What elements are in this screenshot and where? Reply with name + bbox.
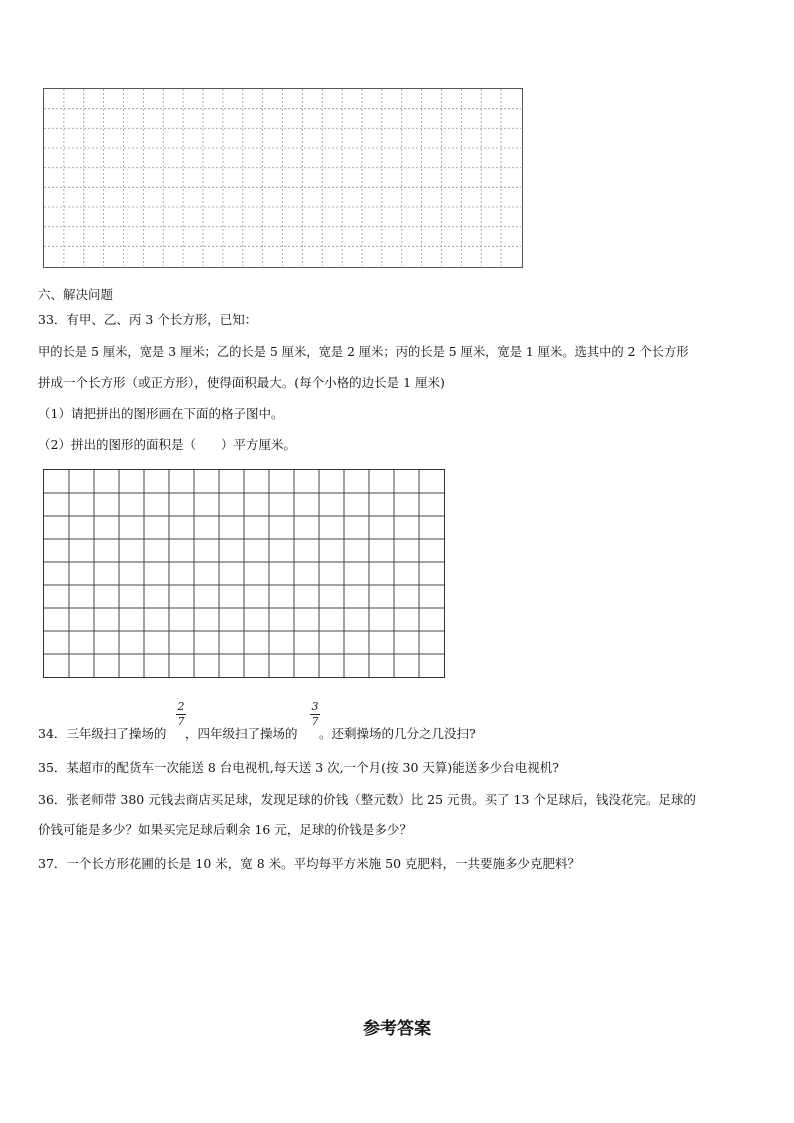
q33-line1: 33．有甲、乙、丙 3 个长方形，已知： <box>38 312 258 327</box>
q37-text: 37．一个长方形花圃的长是 10 米，宽 8 米。平均每平方米施 50 克肥料，一共要施多少克肥料？ <box>38 856 581 871</box>
dotted-grid-lines <box>44 89 521 266</box>
q36-line2: 价钱可能是多少？如果买完足球后剩余 16 元，足球的价钱是多少？ <box>38 822 412 837</box>
q33-line2: 甲的长是 5 厘米，宽是 3 厘米；乙的长是 5 厘米，宽是 2 厘米；丙的长是 5 厘米，宽是 1 厘米。选其中的 2 个长方形 <box>38 345 689 359</box>
solid-grid <box>43 469 445 678</box>
answers-title: 参考答案 <box>363 1019 431 1039</box>
q35-text: 35．某超市的配货车一次能送 8 台电视机,每天送 3 次,一个月(按 30 天算)能送多少台电视机? <box>38 760 559 775</box>
q34-part3: 。还剩操场的几分之几没扫? <box>319 726 476 741</box>
q34-fraction-1 <box>176 701 186 728</box>
fraction-1-denominator: 7 <box>177 715 185 728</box>
q36-line1: 36．张老师带 380 元钱去商店买足球，发现足球的价钱（整元数）比 25 元贵。买了 13 个足球后，钱没花完。足球的 <box>38 792 696 807</box>
solid-grid-lines <box>44 470 444 677</box>
q34-part2: ，四年级扫了操场的 <box>185 726 298 741</box>
fraction-1-numerator: 2 <box>177 700 185 713</box>
q33-line3: 拼成一个长方形（或正方形），使得面积最大。(每个小格的边长是 1 厘米) <box>38 375 445 390</box>
fraction-2-numerator: 3 <box>311 700 319 713</box>
q33-sub1: （1）请把拼出的图形画在下面的格子图中。 <box>38 406 284 421</box>
q34-part1: 34．三年级扫了操场的 <box>38 726 167 741</box>
dotted-grid <box>43 88 523 268</box>
q34-fraction-2 <box>310 701 320 728</box>
q33-sub2: （2）拼出的图形的面积是（ ）平方厘米。 <box>38 437 296 452</box>
section-heading: 六、解决问题 <box>38 287 114 302</box>
fraction-2-denominator: 7 <box>311 715 319 728</box>
